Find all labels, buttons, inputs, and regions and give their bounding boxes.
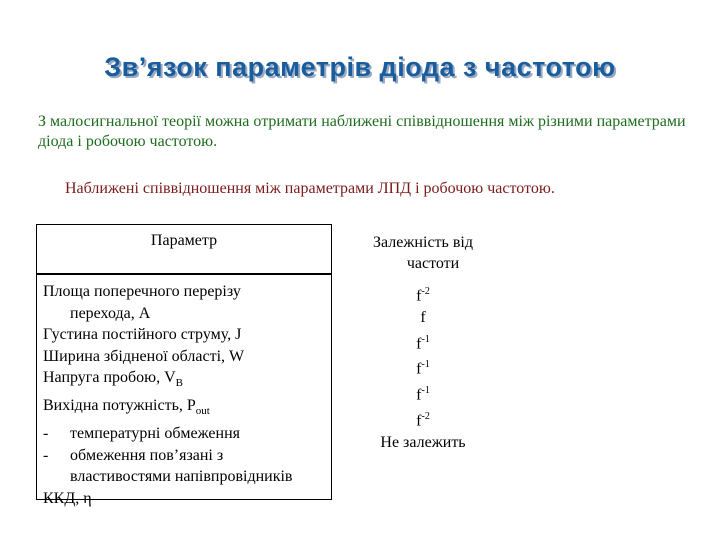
dep-depletion-exp: -1 bbox=[421, 333, 430, 345]
param-semi-limit-line1: обмеження пов’язані з bbox=[70, 446, 224, 464]
dep-breakdown-exp: -1 bbox=[421, 359, 430, 371]
dep-semi-exp: -2 bbox=[421, 411, 430, 423]
dep-breakdown-voltage bbox=[348, 354, 498, 380]
list-dash: - bbox=[43, 424, 49, 442]
dep-area bbox=[348, 281, 498, 307]
param-current-density: Густина постійного струму, J bbox=[43, 326, 242, 344]
param-breakdown-voltage-sub: B bbox=[175, 377, 184, 390]
param-area-line2: перехода, A bbox=[70, 304, 151, 322]
dep-depletion-width bbox=[348, 329, 498, 355]
dep-breakdown-base: f bbox=[416, 360, 422, 378]
param-semi-limit bbox=[43, 445, 333, 467]
param-depletion-width: Ширина збідненої області, W bbox=[43, 347, 245, 365]
dep-efficiency: Не залежить bbox=[380, 434, 466, 452]
table-header-divider bbox=[36, 273, 331, 275]
param-output-power-text: Вихідна потужність, P bbox=[43, 397, 196, 415]
param-area-line1: Площа поперечного перерізу bbox=[43, 283, 241, 300]
param-breakdown-voltage-text: Напруга пробою, V bbox=[43, 369, 176, 387]
param-semi-limit-line2: властивостями напівпровідників bbox=[70, 468, 293, 486]
dep-thermal-exp: -1 bbox=[421, 385, 430, 397]
list-dash: - bbox=[43, 446, 49, 464]
dep-area-base: f bbox=[416, 287, 422, 305]
param-thermal-limit bbox=[43, 423, 333, 445]
param-output-power bbox=[43, 395, 333, 423]
dep-area-exp: -2 bbox=[421, 286, 430, 297]
param-efficiency: ККД, η bbox=[43, 489, 92, 507]
dep-depletion-base: f bbox=[416, 334, 422, 352]
param-output-power-sub: out bbox=[195, 405, 210, 418]
header-dependence-line1: Залежність від bbox=[373, 234, 473, 251]
header-dependence-line2: частоти bbox=[406, 255, 460, 272]
dep-thermal-base: f bbox=[416, 386, 422, 404]
param-thermal-limit-text: температурні обмеження bbox=[70, 424, 240, 442]
dep-semi-base: f bbox=[416, 412, 422, 430]
page-title: Зв’язок параметрів діода з частотою bbox=[104, 52, 616, 82]
dep-thermal bbox=[348, 380, 498, 406]
dep-current-density: f bbox=[420, 308, 426, 326]
intro-paragraph: З малосигнальної теорії можна отримати наближені співвідношення між різними параметрами діода і робочою частотою. bbox=[38, 113, 686, 150]
header-parameter: Параметр bbox=[150, 232, 218, 249]
parameter-column bbox=[43, 281, 333, 509]
header-dependence bbox=[348, 232, 498, 274]
table-subheading: Наближені співвідношення між параметрами ЛПД і робочою частотою. bbox=[65, 180, 555, 197]
dependence-column bbox=[348, 281, 498, 454]
param-breakdown-voltage bbox=[43, 367, 333, 395]
dep-semi bbox=[348, 406, 498, 432]
